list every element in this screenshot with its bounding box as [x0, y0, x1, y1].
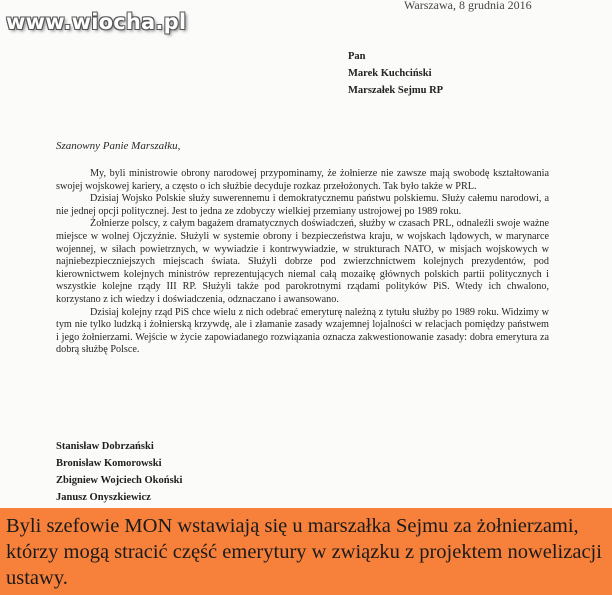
addressee-line: Marek Kuchciński — [348, 68, 432, 79]
site-watermark: www.wiocha.pl — [6, 10, 187, 34]
addressee-line: Marszałek Sejmu RP — [348, 85, 444, 96]
letter-salutation: Szanowny Panie Marszałku, — [56, 140, 181, 152]
signature-name: Zbigniew Wojciech Okoński — [56, 475, 183, 486]
letter-signatures — [56, 438, 182, 508]
letter-place-date: Warszawa, 8 grudnia 2016 — [404, 0, 532, 12]
letter-paragraph: Dzisiaj Wojsko Polskie służy suwerennemu i demokratycznemu państwu polskiemu. Służy całemu narodowi, a nie jednej opcji politycznej. Jest to jedna ze zdobyczy wielkiej przemiany ustrojowej po 1989 roku. — [56, 193, 549, 217]
signature-name: Stanisław Dobrzański — [56, 441, 154, 452]
letter-addressee — [348, 48, 443, 99]
letter-body — [56, 168, 549, 357]
caption-banner: Byli szefowie MON wstawiają się u marszałka Sejmu za żołnierzami, którzy mogą stracić część emerytury w związku z projektem nowelizacji ustawy. — [0, 508, 612, 595]
addressee-line: Pan — [348, 51, 366, 62]
letter-paragraph: Dzisiaj kolejny rząd PiS chce wielu z nich odebrać emeryturę należną z tytułu służby po 1989 roku. Widzimy w tym nie tylko ludzką i żołnierską krzywdę, ale i złamanie zasady wzajemnej lojalności w relacjach pomiędzy państwem i jego żołnierzami. Wejście w życie zapowiadanego rozwiązania oznacza zakwestionowanie zasady: dobra emerytura za dobrą służbę Polsce. — [56, 306, 549, 356]
signature-name: Janusz Onyszkiewicz — [56, 492, 151, 503]
letter-paragraph: My, byli ministrowie obrony narodowej przypominamy, że żołnierze nie zawsze mają swobodę kształtowania swojej wojskowej kariery, a często o ich służbie decyduje rozkaz przełożonych. Tak było także w PRL. — [56, 168, 549, 192]
signature-name: Bronisław Komorowski — [56, 458, 162, 469]
letter-paragraph: Żołnierze polscy, z całym bagażem dramatycznych doświadczeń, służby w czasach PRL, odnaleźli swoje ważne miejsce w wolnej Ojczyźnie. Służyli w systemie obrony i bezpieczeństwa kraju, w wojskach lądowych, w marynarce wojennej, w siłach powietrznych, w wywiadzie i kontrwywiadzie, w strukturach NATO, w misjach wojskowych w najniebezpieczniejszych miejscach świata. Służyli dobrze pod zwierzchnictwem kolejnych prezydentów, pod kierownictwem kolejnych ministrów reprezentujących niemal całą mozaikę głównych polskich partii politycznych i wszystkie kolejne rządy III RP. Służyli także pod parokrotnymi rządami polityków PiS. Wtedy ich chwalono, korzystano z ich wiedzy i doświadczenia, odznaczano i awansowano. — [56, 218, 549, 305]
